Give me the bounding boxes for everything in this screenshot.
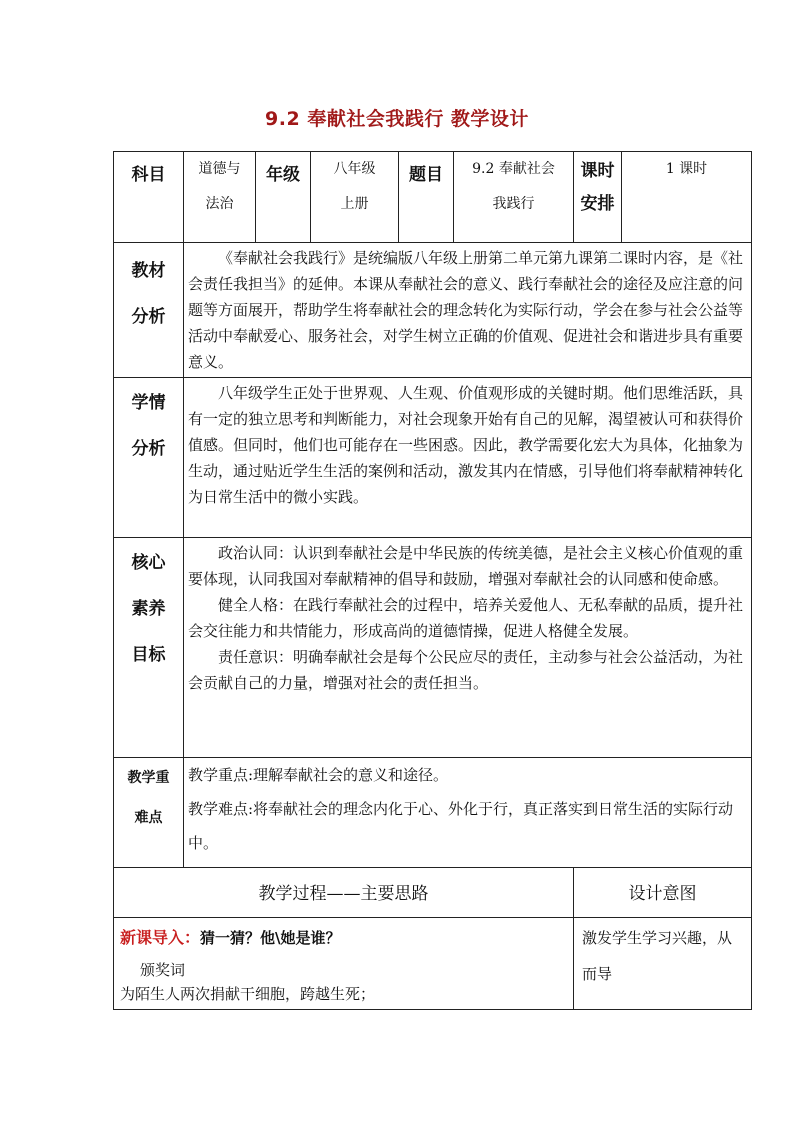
process-head-row	[114, 868, 752, 918]
textbook-label: 教材 分析	[114, 243, 184, 378]
time-value: 1 课时	[622, 152, 752, 243]
award-line: 为陌生人两次捐献干细胞，跨越生死；	[120, 985, 376, 1003]
goal-personality: 健全人格：在践行奉献社会的过程中，培养关爱他人、无私奉献的品质，提升社会交往能力和共情能力，形成高尚的道德情操，促进人格健全发展。	[188, 596, 744, 640]
textbook-analysis: 《奉献社会我践行》是统编版八年级上册第二单元第九课第二课时内容，是《社会责任我担当》的延伸。本课从奉献社会的意义、践行奉献社会的途径及应注意的问题等方面展开，帮助学生将奉献社会的理念转化为实际行动，学会在参与社会公益等活动中奉献爱心、服务社会，对学生树立正确的价值观、促进社会和谐进步具有重要意义。	[184, 243, 752, 378]
header-row	[114, 152, 752, 243]
subject-value: 道德与 法治	[184, 152, 256, 243]
grade-label: 年级	[256, 152, 311, 243]
textbook-row	[114, 243, 752, 378]
students-row	[114, 378, 752, 538]
goal-political: 政治认同：认识到奉献社会是中华民族的传统美德，是社会主义核心价值观的重要体现，认同我国对奉献精神的倡导和鼓励，增强对奉献社会的认同感和使命感。	[188, 544, 744, 588]
process-head: 教学过程——主要思路	[114, 868, 574, 918]
key-point: 教学重点:理解奉献社会的意义和途径。	[188, 766, 449, 784]
keypoints-label: 教学重 难点	[114, 758, 184, 868]
intro-cell	[114, 918, 574, 1010]
award-title: 颁奖词	[140, 961, 186, 979]
students-analysis: 八年级学生正处于世界观、人生观、价值观形成的关键时期。他们思维活跃，具有一定的独立思考和判断能力，对社会现象开始有自己的见解，渴望被认可和获得价值感。但同时，他们也可能存在一些困惑。因此，教学需要化宏大为具体，化抽象为生动，通过贴近学生生活的案例和活动，激发其内在情感，引导他们将奉献精神转化为日常生活中的微小实践。	[184, 378, 752, 538]
keypoints-row	[114, 758, 752, 868]
intro-label: 新课导入：	[120, 928, 201, 947]
grade-value: 八年级 上册	[311, 152, 399, 243]
intent-head: 设计意图	[574, 868, 752, 918]
core-goals	[184, 538, 752, 758]
topic-label: 题目	[399, 152, 454, 243]
core-row	[114, 538, 752, 758]
goal-responsibility: 责任意识：明确奉献社会是每个公民应尽的责任，主动参与社会公益活动，为社会贡献自己的力量，增强对社会的责任担当。	[188, 648, 744, 692]
intro-question: 猜一猜？他\她是谁？	[200, 929, 341, 947]
topic-value: 9.2 奉献社会 我践行	[454, 152, 574, 243]
subject-label: 科目	[114, 152, 184, 243]
lesson-plan-table	[113, 151, 752, 1010]
time-label: 课时 安排	[574, 152, 622, 243]
students-label: 学情 分析	[114, 378, 184, 538]
document-title: 9.2 奉献社会我践行 教学设计	[265, 108, 529, 130]
core-label: 核心 素养 目标	[114, 538, 184, 758]
keypoints-text	[184, 758, 752, 868]
difficult-point: 教学难点:将奉献社会的理念内化于心、外化于行，真正落实到日常生活的实际行动中。	[188, 800, 734, 852]
intent-cell: 激发学生学习兴趣，从而导	[574, 918, 752, 1010]
intro-row	[114, 918, 752, 1010]
